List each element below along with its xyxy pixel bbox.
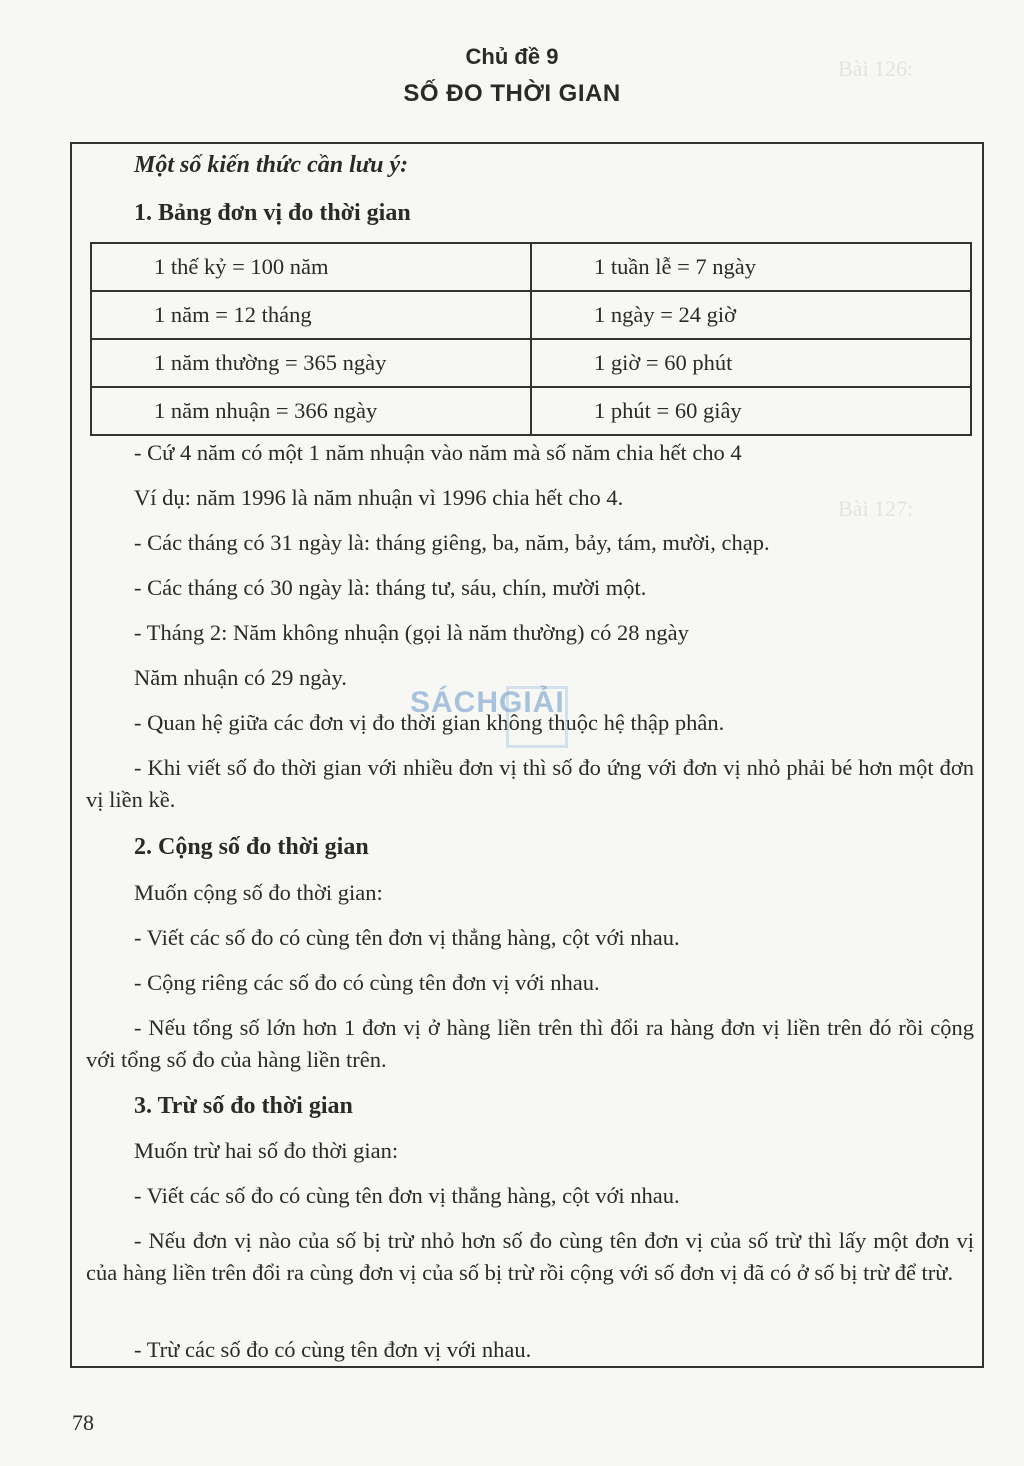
note-line: Ví dụ: năm 1996 là năm nhuận vì 1996 chia hết cho 4. bbox=[134, 485, 624, 510]
instruction-line: - Viết các số đo có cùng tên đơn vị thẳng hàng, cột với nhau. bbox=[134, 925, 680, 950]
table-cell: 1 phút = 60 giây bbox=[531, 387, 971, 435]
instruction-line: Muốn cộng số đo thời gian: bbox=[134, 880, 383, 905]
table-row bbox=[91, 291, 971, 339]
note-line: - Các tháng có 31 ngày là: tháng giêng, ba, năm, bảy, tám, mười, chạp. bbox=[134, 530, 770, 555]
note-paragraph: - Khi viết số đo thời gian với nhiều đơn vị thì số đo ứng với đơn vị nhỏ phải bé hơn một đơn vị liền kề. bbox=[86, 755, 974, 812]
instruction-line: - Trừ các số đo có cùng tên đơn vị với nhau. bbox=[134, 1337, 532, 1362]
bleed-through-text: Bài 127: bbox=[838, 496, 914, 521]
table-row bbox=[91, 387, 971, 435]
table-row bbox=[91, 339, 971, 387]
bleed-through-text: Bài 126: bbox=[838, 56, 914, 81]
note-line: - Tháng 2: Năm không nhuận (gọi là năm thường) có 28 ngày bbox=[134, 620, 689, 645]
page-number: 78 bbox=[72, 1410, 94, 1435]
watermark-logo-icon bbox=[506, 686, 568, 748]
time-units-table bbox=[90, 242, 972, 436]
section-heading-addition: 2. Cộng số đo thời gian bbox=[134, 834, 369, 860]
instruction-line: - Viết các số đo có cùng tên đơn vị thẳng hàng, cột với nhau. bbox=[134, 1183, 680, 1208]
chapter-title: SỐ ĐO THỜI GIAN bbox=[403, 80, 621, 107]
table-cell: 1 ngày = 24 giờ bbox=[531, 291, 971, 339]
instruction-line: Muốn trừ hai số đo thời gian: bbox=[134, 1138, 399, 1163]
topic-label: Chủ đề 9 bbox=[465, 44, 559, 69]
knowledge-box bbox=[70, 142, 984, 1368]
instruction-paragraph: - Nếu tổng số lớn hơn 1 đơn vị ở hàng liền trên thì đổi ra hàng đơn vị liền trên đó rồi cộng với tổng số đo của hàng liền trên. bbox=[86, 1015, 974, 1072]
table-cell: 1 giờ = 60 phút bbox=[531, 339, 971, 387]
note-line: - Các tháng có 30 ngày là: tháng tư, sáu, chín, mười một. bbox=[134, 575, 647, 600]
section-heading-subtraction: 3. Trừ số đo thời gian bbox=[134, 1093, 353, 1119]
note-line: - Quan hệ giữa các đơn vị đo thời gian không thuộc hệ thập phân. bbox=[134, 710, 725, 735]
section-heading-units: 1. Bảng đơn vị đo thời gian bbox=[134, 200, 411, 226]
table-cell: 1 năm thường = 365 ngày bbox=[91, 339, 531, 387]
note-line: Năm nhuận có 29 ngày. bbox=[134, 665, 347, 690]
table-cell: 1 tuần lễ = 7 ngày bbox=[531, 243, 971, 291]
table-cell: 1 năm nhuận = 366 ngày bbox=[91, 387, 531, 435]
table-cell: 1 thế kỷ = 100 năm bbox=[91, 243, 531, 291]
intro-heading: Một số kiến thức cần lưu ý: bbox=[134, 152, 409, 178]
watermark: SÁCHGIẢI bbox=[410, 686, 565, 719]
table-row bbox=[91, 243, 971, 291]
table-cell: 1 năm = 12 tháng bbox=[91, 291, 531, 339]
note-line: - Cứ 4 năm có một 1 năm nhuận vào năm mà số năm chia hết cho 4 bbox=[134, 440, 742, 465]
instruction-line: - Cộng riêng các số đo có cùng tên đơn vị với nhau. bbox=[134, 970, 600, 995]
instruction-paragraph: - Nếu đơn vị nào của số bị trừ nhỏ hơn số đo cùng tên đơn vị của số trừ thì lấy một đơn vị của hàng liền trên đổi ra cùng đơn vị của số bị trừ rồi cộng với số đơn vị đã có ở số bị trừ để trừ. bbox=[86, 1228, 974, 1285]
